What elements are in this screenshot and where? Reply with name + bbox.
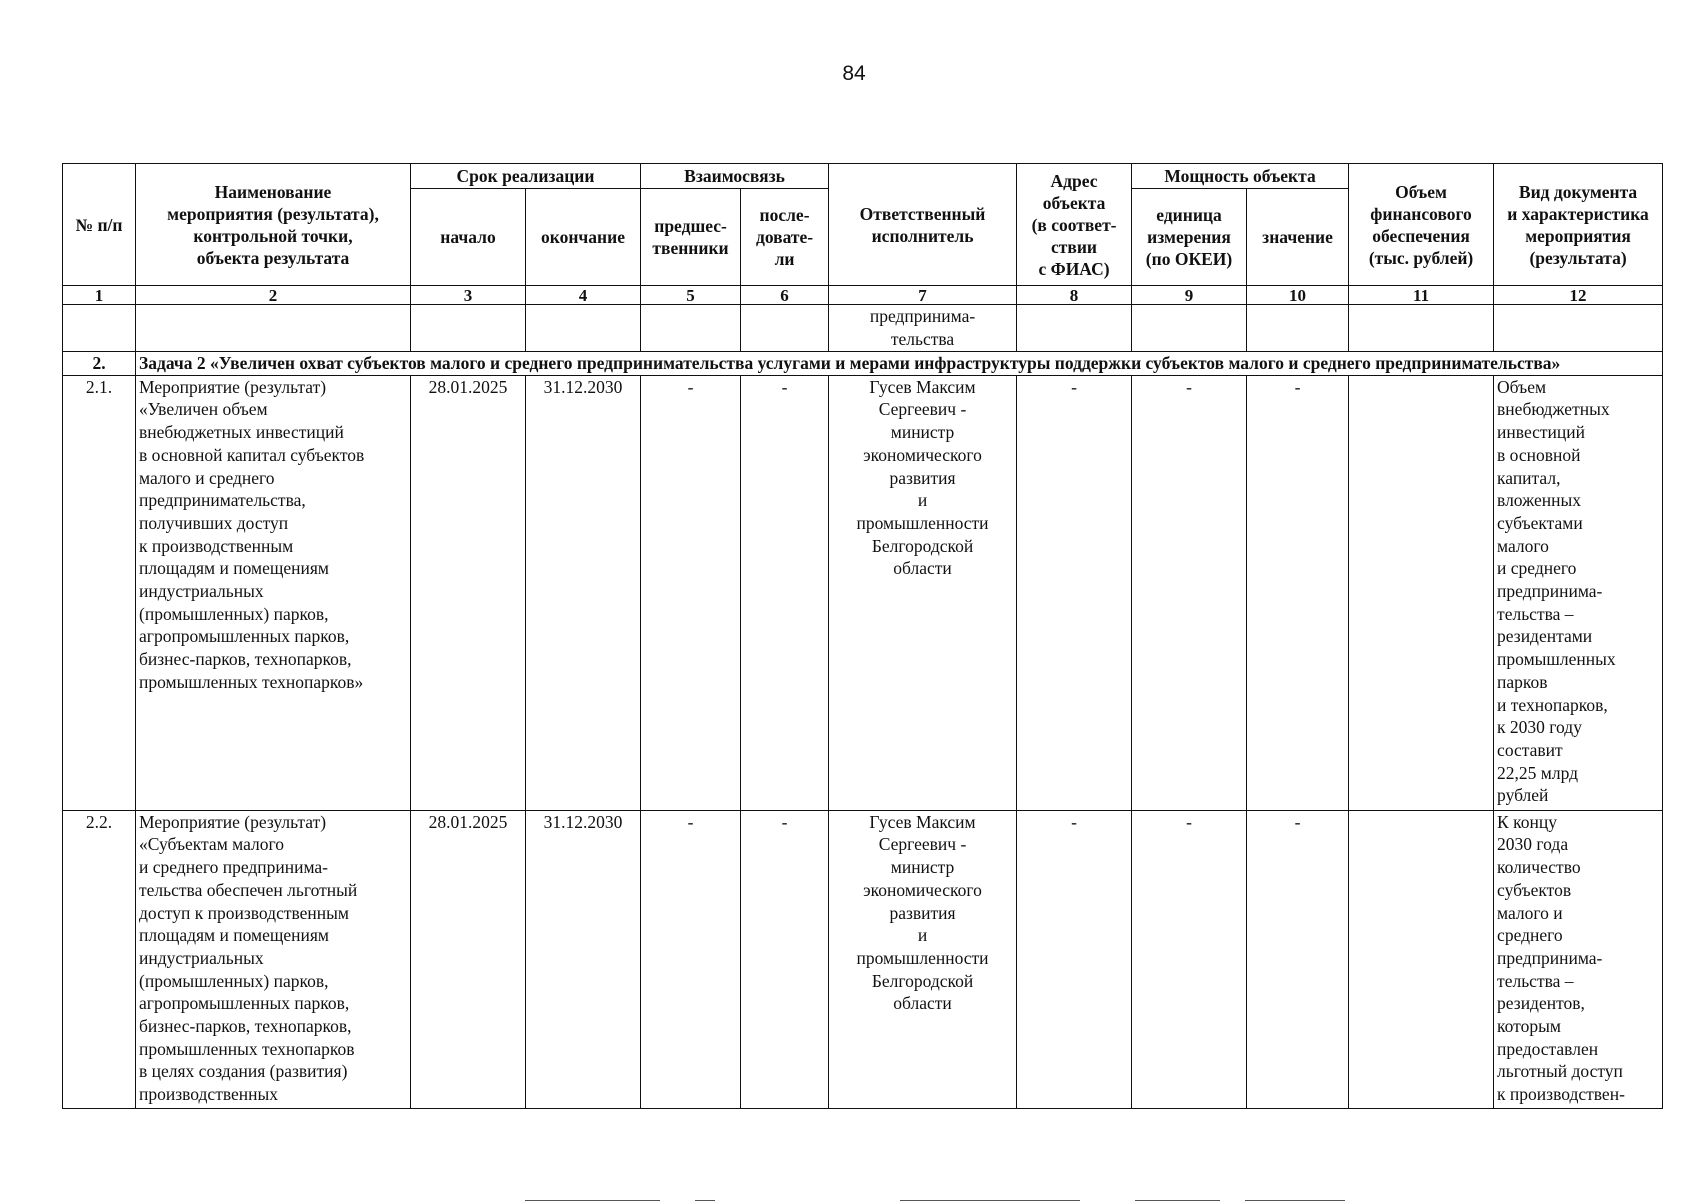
column-number: 10 xyxy=(1247,286,1349,305)
header-capacity: Мощность объекта xyxy=(1132,164,1349,189)
header-capacity-value: значение xyxy=(1247,189,1349,286)
table-row xyxy=(63,375,1663,810)
header-finance: Объем финансового обеспечения (тыс. рублей) xyxy=(1349,164,1494,286)
empty-cell xyxy=(1132,305,1247,352)
start-date: 28.01.2025 xyxy=(411,375,526,810)
capacity-unit: - xyxy=(1132,375,1247,810)
empty-cell xyxy=(526,305,641,352)
predecessors: - xyxy=(641,810,741,1108)
successors: - xyxy=(741,810,829,1108)
column-number: 5 xyxy=(641,286,741,305)
empty-cell xyxy=(1494,305,1663,352)
column-number: 12 xyxy=(1494,286,1663,305)
capacity-value: - xyxy=(1247,810,1349,1108)
column-number: 1 xyxy=(63,286,136,305)
responsible-executor: Гусев Максим Сергеевич - министр экономического развития и промышленности Белгородской области xyxy=(829,810,1017,1108)
task-row xyxy=(63,352,1663,376)
row-number: 2.1. xyxy=(63,375,136,810)
page-number: 84 xyxy=(842,62,866,85)
empty-cell xyxy=(1017,305,1132,352)
empty-cell xyxy=(1247,305,1349,352)
measures-table xyxy=(62,163,1663,1109)
task-title: Задача 2 «Увеличен охват субъектов малого и среднего предпринимательства услугами и мерами инфраструктуры поддержки субъектов малого и среднего предпринимательства» xyxy=(136,352,1663,376)
task-number: 2. xyxy=(63,352,136,376)
finance-volume xyxy=(1349,810,1494,1108)
responsible-executor: Гусев Максим Сергеевич - министр экономического развития и промышленности Белгородской области xyxy=(829,375,1017,810)
column-number: 11 xyxy=(1349,286,1494,305)
column-number: 8 xyxy=(1017,286,1132,305)
header-period-start: начало xyxy=(411,189,526,286)
continuation-responsible: предпринима- тельства xyxy=(829,305,1017,352)
header-capacity-unit: единица измерения (по ОКЕИ) xyxy=(1132,189,1247,286)
start-date: 28.01.2025 xyxy=(411,810,526,1108)
measure-name: Мероприятие (результат) «Увеличен объем внебюджетных инвестиций в основной капитал субъектов малого и среднего предпринимательства, получивших доступ к производственным площадям и помещениям индустриальных (промышленных) парков, агропромышленных парков, бизнес-парков, технопарков, промышленных технопарков» xyxy=(136,375,411,810)
column-number: 7 xyxy=(829,286,1017,305)
column-number: 2 xyxy=(136,286,411,305)
object-address: - xyxy=(1017,810,1132,1108)
header-address: Адрес объекта (в соответ- ствии с ФИАС) xyxy=(1017,164,1132,286)
empty-cell xyxy=(641,305,741,352)
empty-cell xyxy=(63,305,136,352)
table-row xyxy=(63,810,1663,1108)
finance-volume xyxy=(1349,375,1494,810)
row-number: 2.2. xyxy=(63,810,136,1108)
end-date: 31.12.2030 xyxy=(526,375,641,810)
header-period: Срок реализации xyxy=(411,164,641,189)
empty-cell xyxy=(136,305,411,352)
continuation-row xyxy=(63,305,1663,352)
header-link: Взаимосвязь xyxy=(641,164,829,189)
column-number: 9 xyxy=(1132,286,1247,305)
successors: - xyxy=(741,375,829,810)
header-row xyxy=(63,164,1663,189)
column-number: 6 xyxy=(741,286,829,305)
capacity-value: - xyxy=(1247,375,1349,810)
header-no: № п/п xyxy=(63,164,136,286)
document-description: Объем внебюджетных инвестиций в основной капитал, вложенных субъектами малого и среднего предпринима- тельства – резидентами промышленных парков и технопарков, к 2030 году составит 22,25 млрд рублей xyxy=(1494,375,1663,810)
document-description: К концу 2030 года количество субъектов малого и среднего предпринима- тельства – резидентов, которым предоставлен льготный доступ к производствен- xyxy=(1494,810,1663,1108)
object-address: - xyxy=(1017,375,1132,810)
predecessors: - xyxy=(641,375,741,810)
header-link-next: после- довате- ли xyxy=(741,189,829,286)
column-number: 3 xyxy=(411,286,526,305)
empty-cell xyxy=(741,305,829,352)
column-number: 4 xyxy=(526,286,641,305)
column-number-row xyxy=(63,286,1663,305)
header-responsible: Ответственный исполнитель xyxy=(829,164,1017,286)
header-period-end: окончание xyxy=(526,189,641,286)
capacity-unit: - xyxy=(1132,810,1247,1108)
header-document: Вид документа и характеристика мероприятия (результата) xyxy=(1494,164,1663,286)
header-name: Наименование мероприятия (результата), контрольной точки, объекта результата xyxy=(136,164,411,286)
header-link-prev: предшес- твенники xyxy=(641,189,741,286)
empty-cell xyxy=(1349,305,1494,352)
measure-name: Мероприятие (результат) «Субъектам малого и среднего предпринима- тельства обеспечен льготный доступ к производственным площадям и помещениям индустриальных (промышленных) парков, агропромышленных парков, бизнес-парков, технопарков, промышленных технопарков в целях создания (развития) производственных xyxy=(136,810,411,1108)
empty-cell xyxy=(411,305,526,352)
end-date: 31.12.2030 xyxy=(526,810,641,1108)
